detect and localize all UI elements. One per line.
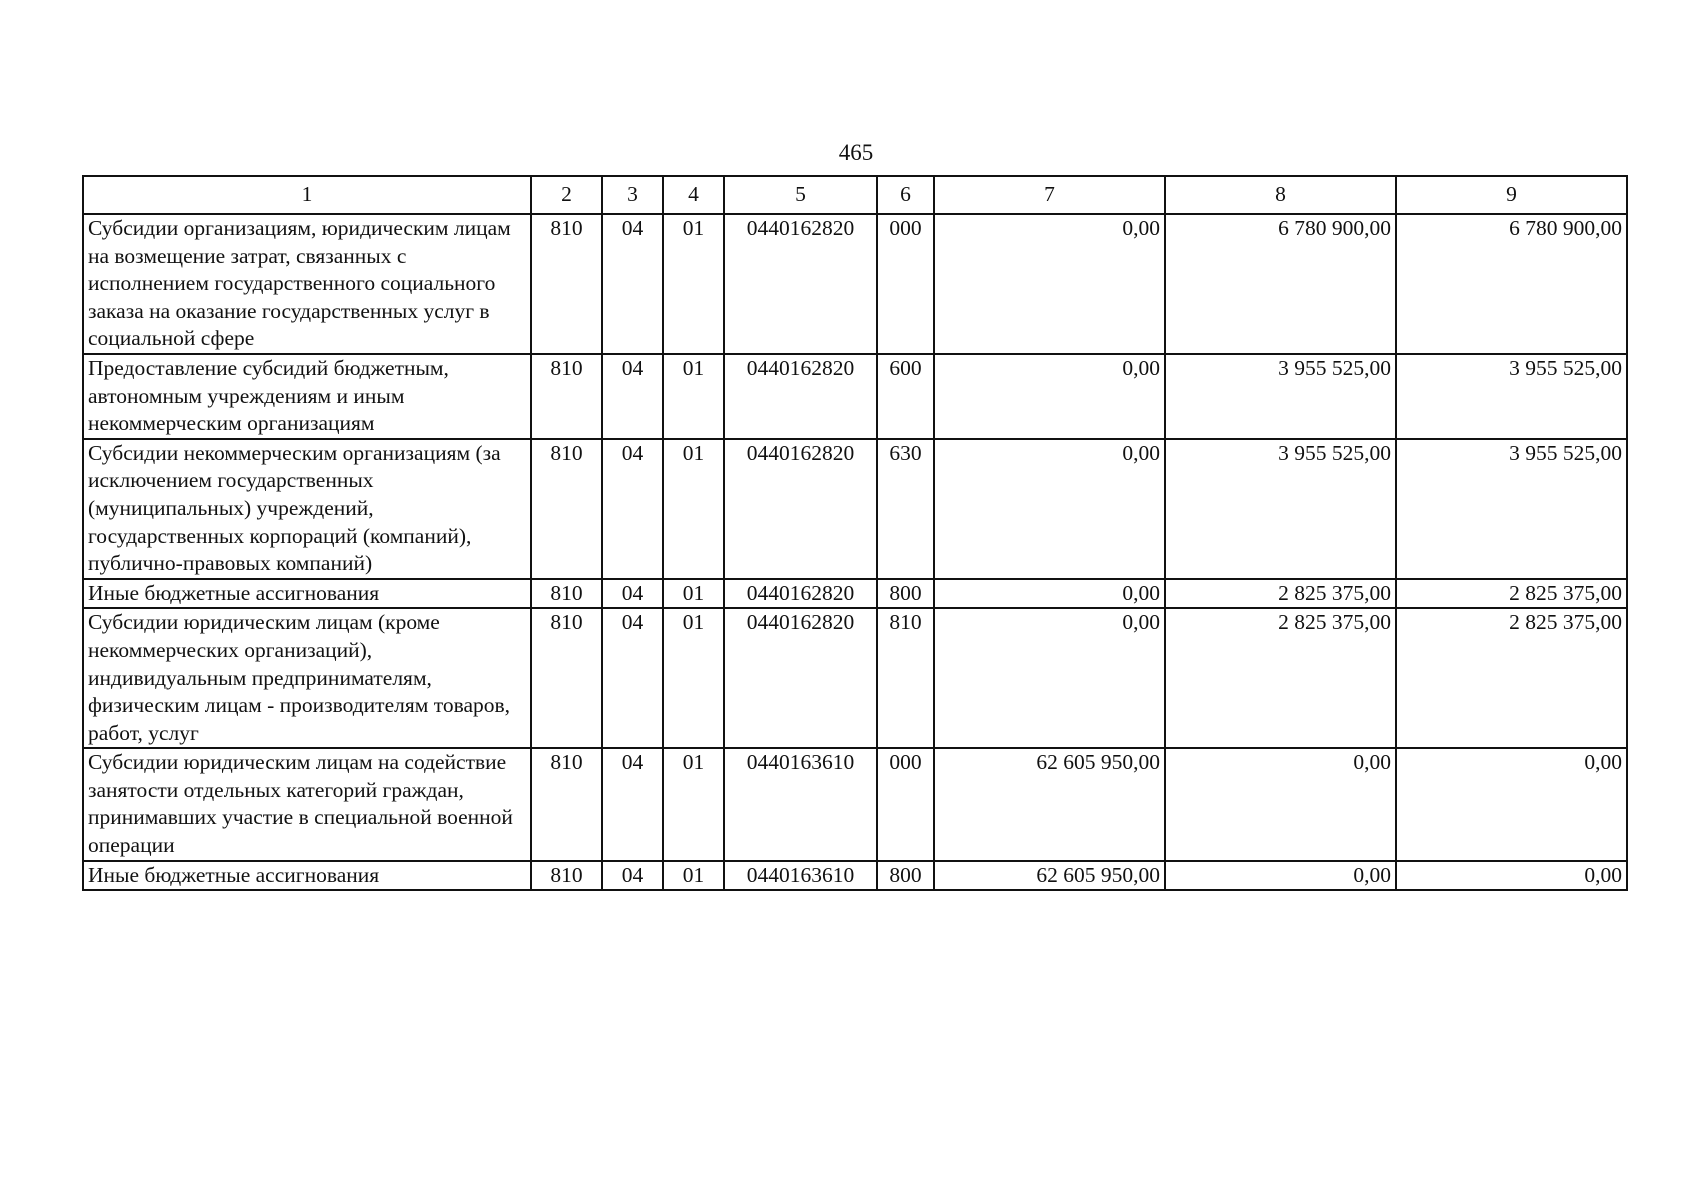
target-article-code: 0440162820 xyxy=(724,214,877,354)
amount-col-8: 3 955 525,00 xyxy=(1165,354,1396,439)
subsection-code: 01 xyxy=(663,354,724,439)
expense-type-code: 000 xyxy=(877,214,934,354)
row-name: Иные бюджетные ассигнования xyxy=(83,861,531,891)
ministry-code: 810 xyxy=(531,748,602,860)
subsection-code: 01 xyxy=(663,861,724,891)
amount-col-8: 0,00 xyxy=(1165,861,1396,891)
header-cell: 5 xyxy=(724,176,877,214)
section-code: 04 xyxy=(602,579,663,609)
target-article-code: 0440162820 xyxy=(724,439,877,579)
row-name: Субсидии организациям, юридическим лицам на возмещение затрат, связанных с исполнением государственного социального заказа на оказание государственных услуг в социальной сфере xyxy=(83,214,531,354)
amount-col-8: 0,00 xyxy=(1165,748,1396,860)
amount-col-9: 2 825 375,00 xyxy=(1396,579,1627,609)
expense-type-code: 630 xyxy=(877,439,934,579)
section-code: 04 xyxy=(602,214,663,354)
expense-type-code: 000 xyxy=(877,748,934,860)
table-row xyxy=(83,214,1627,354)
header-cell: 3 xyxy=(602,176,663,214)
subsection-code: 01 xyxy=(663,439,724,579)
expense-type-code: 800 xyxy=(877,579,934,609)
section-code: 04 xyxy=(602,748,663,860)
header-cell: 8 xyxy=(1165,176,1396,214)
amount-col-9: 3 955 525,00 xyxy=(1396,354,1627,439)
ministry-code: 810 xyxy=(531,608,602,748)
row-name: Субсидии юридическим лицам на содействие занятости отдельных категорий граждан, принимавших участие в специальной военной операции xyxy=(83,748,531,860)
table-row xyxy=(83,861,1627,891)
target-article-code: 0440162820 xyxy=(724,579,877,609)
header-cell: 2 xyxy=(531,176,602,214)
section-code: 04 xyxy=(602,439,663,579)
amount-col-7: 0,00 xyxy=(934,439,1165,579)
row-name: Субсидии юридическим лицам (кроме некоммерческих организаций), индивидуальным предпринимателям, физическим лицам - производителям товаров, работ, услуг xyxy=(83,608,531,748)
expense-type-code: 600 xyxy=(877,354,934,439)
budget-table xyxy=(82,175,1628,891)
amount-col-7: 0,00 xyxy=(934,354,1165,439)
amount-col-8: 2 825 375,00 xyxy=(1165,608,1396,748)
amount-col-8: 3 955 525,00 xyxy=(1165,439,1396,579)
subsection-code: 01 xyxy=(663,579,724,609)
amount-col-9: 3 955 525,00 xyxy=(1396,439,1627,579)
row-name: Предоставление субсидий бюджетным, автономным учреждениям и иным некоммерческим организациям xyxy=(83,354,531,439)
amount-col-8: 6 780 900,00 xyxy=(1165,214,1396,354)
amount-col-7: 0,00 xyxy=(934,579,1165,609)
page-number: 465 xyxy=(838,140,874,165)
subsection-code: 01 xyxy=(663,214,724,354)
row-name: Субсидии некоммерческим организациям (за исключением государственных (муниципальных) учреждений, государственных корпораций (компаний), публично-правовых компаний) xyxy=(83,439,531,579)
target-article-code: 0440162820 xyxy=(724,354,877,439)
ministry-code: 810 xyxy=(531,439,602,579)
ministry-code: 810 xyxy=(531,579,602,609)
header-row xyxy=(83,176,1627,214)
header-cell: 7 xyxy=(934,176,1165,214)
amount-col-7: 62 605 950,00 xyxy=(934,748,1165,860)
table-row xyxy=(83,608,1627,748)
amount-col-8: 2 825 375,00 xyxy=(1165,579,1396,609)
section-code: 04 xyxy=(602,608,663,748)
amount-col-9: 6 780 900,00 xyxy=(1396,214,1627,354)
expense-type-code: 800 xyxy=(877,861,934,891)
header-cell: 1 xyxy=(83,176,531,214)
ministry-code: 810 xyxy=(531,861,602,891)
header-cell: 6 xyxy=(877,176,934,214)
target-article-code: 0440163610 xyxy=(724,748,877,860)
row-name: Иные бюджетные ассигнования xyxy=(83,579,531,609)
subsection-code: 01 xyxy=(663,608,724,748)
ministry-code: 810 xyxy=(531,214,602,354)
target-article-code: 0440163610 xyxy=(724,861,877,891)
amount-col-9: 0,00 xyxy=(1396,861,1627,891)
table-row xyxy=(83,354,1627,439)
expense-type-code: 810 xyxy=(877,608,934,748)
header-cell: 4 xyxy=(663,176,724,214)
table-row xyxy=(83,579,1627,609)
table-row xyxy=(83,439,1627,579)
section-code: 04 xyxy=(602,354,663,439)
ministry-code: 810 xyxy=(531,354,602,439)
section-code: 04 xyxy=(602,861,663,891)
amount-col-7: 0,00 xyxy=(934,608,1165,748)
table-row xyxy=(83,748,1627,860)
amount-col-7: 0,00 xyxy=(934,214,1165,354)
amount-col-9: 0,00 xyxy=(1396,748,1627,860)
amount-col-9: 2 825 375,00 xyxy=(1396,608,1627,748)
target-article-code: 0440162820 xyxy=(724,608,877,748)
subsection-code: 01 xyxy=(663,748,724,860)
amount-col-7: 62 605 950,00 xyxy=(934,861,1165,891)
header-cell: 9 xyxy=(1396,176,1627,214)
